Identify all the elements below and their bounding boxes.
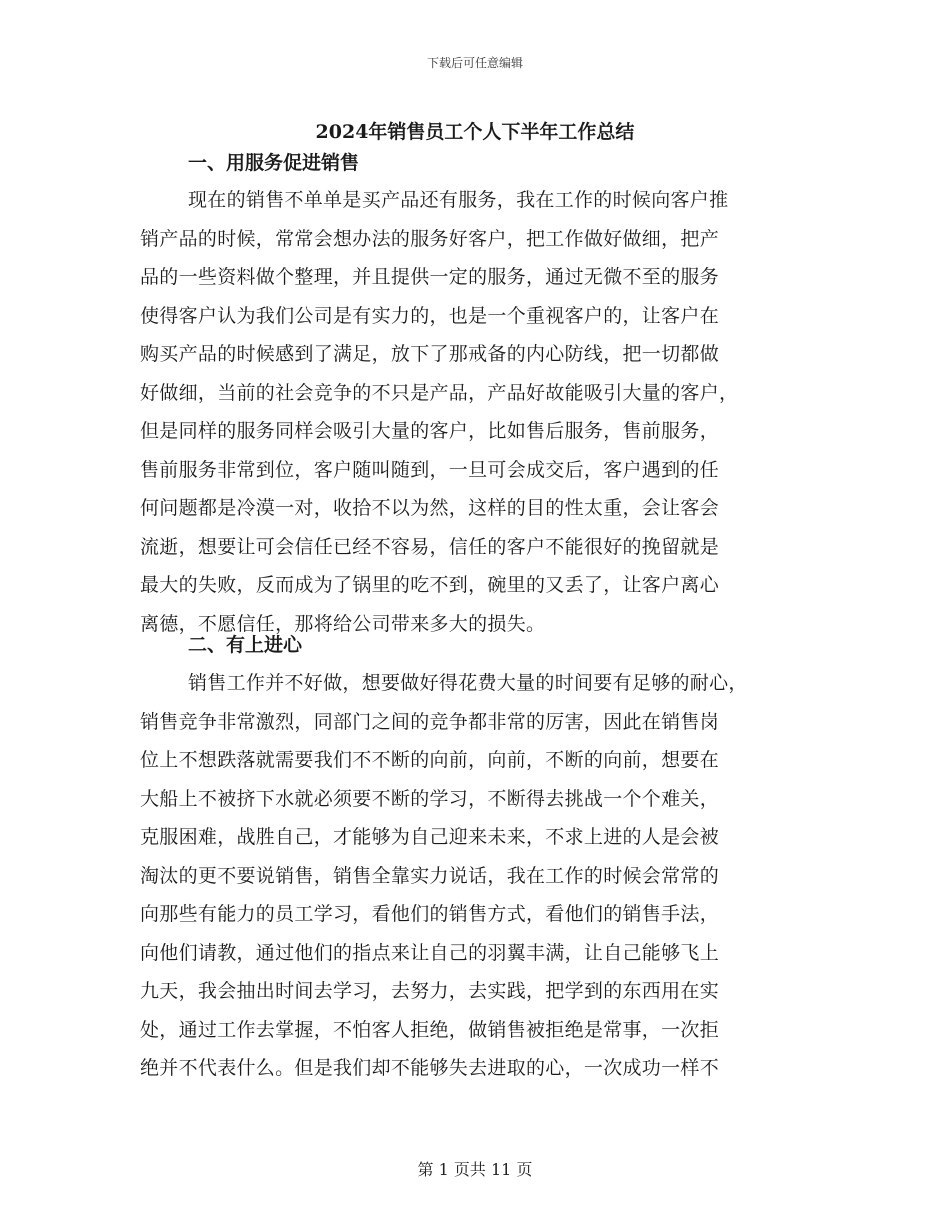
- paragraph-line: 向他们请教，通过他们的指点来让自己的羽翼丰满，让自己能够飞上: [140, 941, 720, 964]
- document-title: 2024年销售员工个人下半年工作总结: [315, 121, 635, 143]
- paragraph-line: 但是同样的服务同样会吸引大量的客户，比如售后服务，售前服务，: [140, 420, 720, 442]
- section-2-paragraph: [140, 664, 810, 1088]
- paragraph-line: 处，通过工作去掌握，不怕客人拒绝，做销售被拒绝是常事，一次拒: [140, 1018, 720, 1041]
- page-header-note: 下载后可任意编辑: [426, 56, 523, 70]
- paragraph-line: 售前服务非常到位，客户随叫随到，一旦可会成交后，客户遇到的任: [140, 458, 720, 481]
- paragraph-line: 离德，不愿信任，那将给公司带来多大的损失。: [140, 612, 546, 635]
- section-1-paragraph: [140, 181, 810, 643]
- paragraph-line: 克服困难，战胜自己，才能够为自己迎来未来，不求上进的人是会被: [140, 826, 720, 848]
- paragraph-line: 销售工作并不好做，想要做好得花费大量的时间要有足够的耐心，: [188, 672, 748, 694]
- section-heading-2: 二、有上进心: [188, 634, 303, 656]
- paragraph-line: 现在的销售不单单是买产品还有服务，我在工作的时候向客户推: [188, 189, 729, 211]
- paragraph-line: 何问题都是冷漠一对，收拾不以为然，这样的目的性太重，会让客会: [140, 497, 720, 519]
- paragraph-line: 销售竞争非常激烈，同部门之间的竞争都非常的厉害，因此在销售岗: [140, 710, 720, 733]
- paragraph-line: 向那些有能力的员工学习，看他们的销售方式，看他们的销售手法，: [140, 903, 720, 925]
- paragraph-line: 购买产品的时候感到了满足，放下了那戒备的内心防线，把一切都做: [140, 343, 720, 365]
- paragraph-line: 大船上不被挤下水就必须要不断的学习，不断得去挑战一个个难关，: [140, 787, 720, 810]
- paragraph-line: 绝并不代表什么。但是我们却不能够失去进取的心，一次成功一样不: [140, 1057, 720, 1079]
- paragraph-line: 九天，我会抽出时间去学习，去努力，去实践，把学到的东西用在实: [140, 980, 720, 1002]
- paragraph-line: 好做细，当前的社会竞争的不只是产品，产品好故能吸引大量的客户，: [140, 381, 739, 404]
- paragraph-line: 流逝，想要让可会信任已经不容易，信任的客户不能很好的挽留就是: [140, 535, 720, 558]
- section-heading-1: 一、用服务促进销售: [188, 152, 360, 174]
- paragraph-line: 品的一些资料做个整理，并且提供一定的服务，通过无微不至的服务: [140, 266, 720, 288]
- paragraph-line: 位上不想跌落就需要我们不不断的向前，向前，不断的向前，想要在: [140, 749, 720, 771]
- paragraph-line: 使得客户认为我们公司是有实力的，也是一个重视客户的，让客户在: [140, 304, 720, 327]
- paragraph-line: 销产品的时候，常常会想办法的服务好客户，把工作做好做细，把产: [140, 227, 720, 250]
- paragraph-line: 最大的失败，反而成为了锅里的吃不到，碗里的又丢了，让客户离心: [140, 574, 720, 596]
- page-number-footer: 第 1 页共 11 页: [417, 1160, 533, 1179]
- paragraph-line: 淘汰的更不要说销售，销售全靠实力说话，我在工作的时候会常常的: [140, 864, 720, 887]
